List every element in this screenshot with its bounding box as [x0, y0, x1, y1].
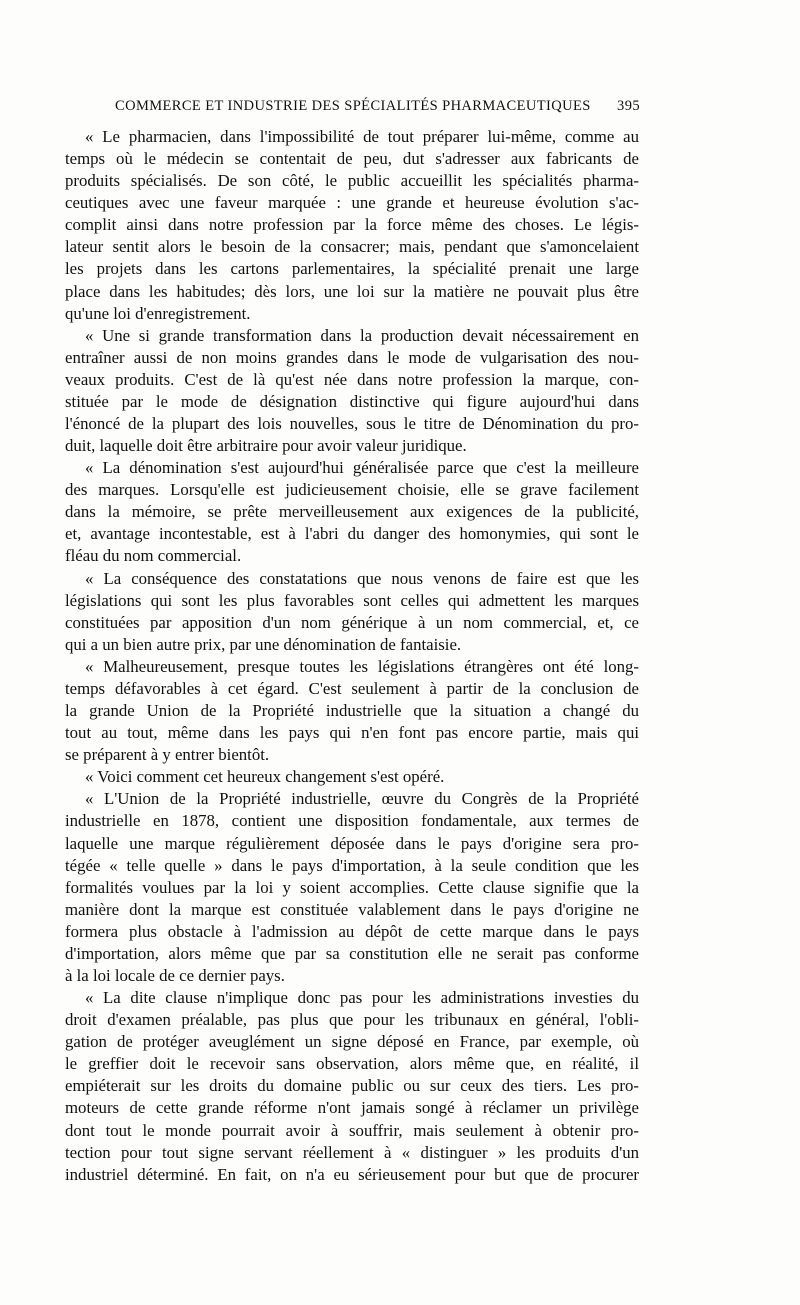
text-line: stituée par le mode de désignation distinctive qui figure aujourd'hui dans	[65, 391, 639, 411]
text-line: manière dont la marque est constituée valablement dans le pays d'origine ne	[65, 899, 639, 919]
text-line: gation de protéger aveuglément un signe déposé en France, par exemple, où	[65, 1032, 639, 1052]
text-line: temps défavorables à cet égard. C'est seulement à partir de la conclusion de	[65, 678, 639, 698]
text-line: produits spécialisés. De son côté, le public accueillit les spécialités pharma-	[65, 171, 639, 191]
text-line: « Une si grande transformation dans la production devait nécessairement en	[85, 325, 639, 345]
text-line: tout au tout, même dans les pays qui n'en font pas encore partie, mais qui	[65, 723, 639, 743]
text-line: les projets dans les cartons parlementaires, la spécialité prenait une large	[65, 259, 639, 279]
text-line: des marques. Lorsqu'elle est judicieusement choisie, elle se grave facilement	[65, 480, 639, 500]
text-line: « L'Union de la Propriété industrielle, œuvre du Congrès de la Propriété	[85, 789, 639, 809]
text-line: place dans les habitudes; dès lors, une loi sur la matière ne pouvait plus être	[65, 281, 639, 301]
text-line: constituées par apposition d'un nom générique à un nom commercial, et, ce	[65, 612, 639, 632]
text-line: législations qui sont les plus favorables sont celles qui admettent les marques	[65, 590, 639, 610]
text-line: dont tout le monde pourrait avoir à souffrir, mais seulement à obtenir pro-	[65, 1120, 639, 1140]
page-number: 395	[617, 98, 640, 114]
text-line: d'importation, alors même que par sa constitution elle ne serait pas conforme	[65, 943, 639, 963]
running-header	[115, 98, 640, 115]
text-line: qui a un bien autre prix, par une dénomination de fantaisie.	[65, 634, 462, 654]
text-line: et, avantage incontestable, est à l'abri du danger des homonymies, qui sont le	[65, 524, 639, 544]
text-line: droit d'examen préalable, pas plus que pour les tribunaux en général, l'obli-	[65, 1010, 639, 1030]
text-line: « Malheureusement, presque toutes les législations étrangères ont été long-	[85, 656, 639, 676]
text-line: « Voici comment cet heureux changement s'est opéré.	[85, 767, 445, 787]
text-line: temps où le médecin se contentait de peu, dut s'adresser aux fabricants de	[65, 149, 639, 169]
body-text	[65, 126, 639, 1186]
text-line: tection pour tout signe servant réellement à « distinguer » les produits d'un	[65, 1142, 639, 1162]
text-line: la grande Union de la Propriété industrielle que la situation a changé du	[65, 701, 639, 721]
running-header-title: COMMERCE ET INDUSTRIE DES SPÉCIALITÉS PHARMACEUTIQUES	[115, 98, 591, 114]
text-line: entraîner aussi de non moins grandes dans le mode de vulgarisation des nou-	[65, 347, 639, 367]
text-line: « La conséquence des constatations que nous venons de faire est que les	[85, 568, 639, 588]
text-line: l'énoncé de la plupart des lois nouvelles, sous le titre de Dénomination du pro-	[65, 414, 639, 434]
text-line: qu'une loi d'enregistrement.	[65, 303, 251, 323]
text-line: complit ainsi dans notre profession par la force même des choses. Le légis-	[65, 215, 639, 235]
text-line: veaux produits. C'est de là qu'est née dans notre profession la marque, con-	[65, 369, 639, 389]
text-line: « La dite clause n'implique donc pas pour les administrations investies du	[85, 988, 639, 1008]
text-line: à la loi locale de ce dernier pays.	[65, 965, 285, 985]
text-line: « Le pharmacien, dans l'impossibilité de tout préparer lui-même, comme au	[85, 127, 639, 146]
text-line: formalités voulues par la loi y soient accomplies. Cette clause signifie que la	[65, 877, 639, 897]
text-line: tégée « telle quelle » dans le pays d'importation, à la seule condition que les	[65, 855, 639, 875]
text-line: industriel déterminé. En fait, on n'a eu sérieusement pour but que de procurer	[65, 1164, 639, 1184]
text-line: fléau du nom commercial.	[65, 546, 242, 566]
text-line: moteurs de cette grande réforme n'ont jamais songé à réclamer un privilège	[65, 1098, 639, 1118]
text-line: dans la mémoire, se prête merveilleusement aux exigences de la publicité,	[65, 502, 639, 522]
text-line: le greffier doit le recevoir sans observation, alors même que, en réalité, il	[65, 1054, 639, 1074]
text-line: formera plus obstacle à l'admission au dépôt de cette marque dans le pays	[65, 921, 639, 941]
text-line: « La dénomination s'est aujourd'hui généralisée parce que c'est la meilleure	[85, 458, 639, 478]
text-line: lateur sentit alors le besoin de la consacrer; mais, pendant que s'amoncelaient	[65, 237, 639, 257]
text-line: empiéterait sur les droits du domaine public ou sur ceux des tiers. Les pro-	[65, 1076, 639, 1096]
text-line: ceutiques avec une faveur marquée : une grande et heureuse évolution s'ac-	[65, 193, 639, 213]
text-line: duit, laquelle doit être arbitraire pour avoir valeur juridique.	[65, 436, 467, 456]
text-line: se préparent à y entrer bientôt.	[65, 745, 270, 765]
text-line: industrielle en 1878, contient une disposition fondamentale, aux termes de	[65, 811, 639, 831]
text-line: laquelle une marque régulièrement déposée dans le pays d'origine sera pro-	[65, 833, 639, 853]
